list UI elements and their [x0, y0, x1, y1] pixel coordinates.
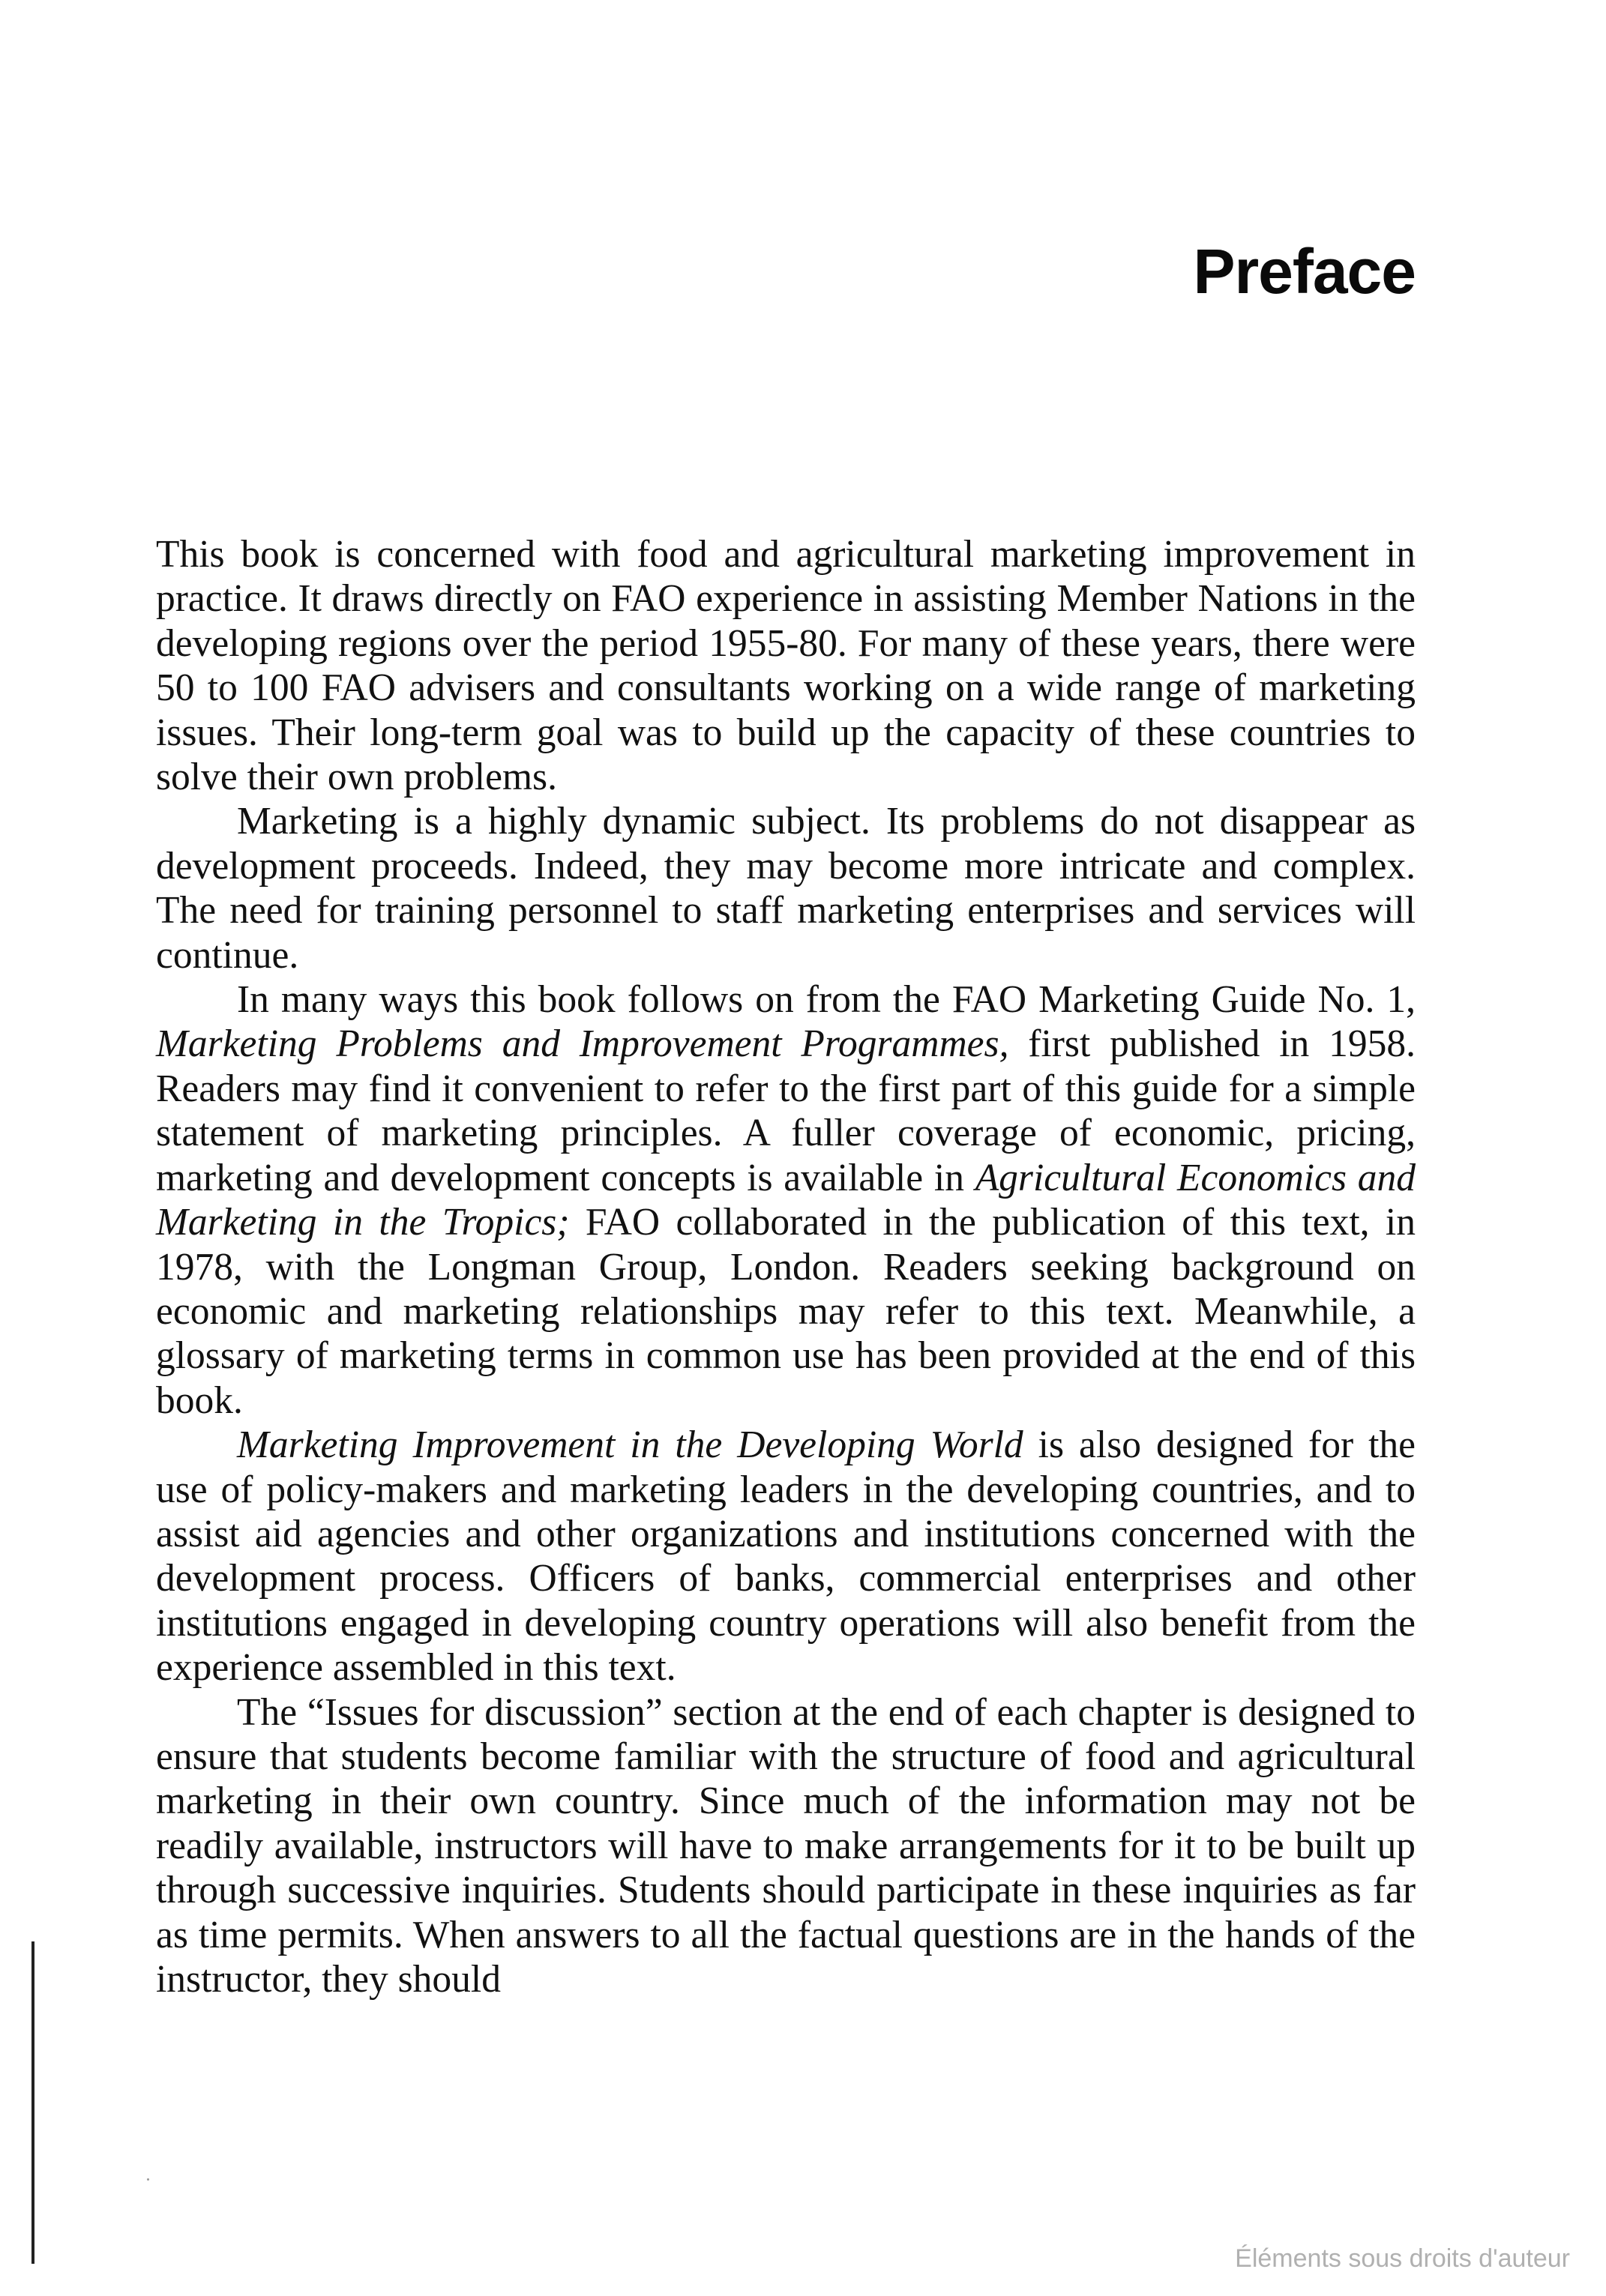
italic-title-text: Marketing Improvement in the Developing World: [237, 1423, 1023, 1467]
italic-title-text: Marketing Problems and Improvement Programmes,: [156, 1022, 1009, 1066]
paragraph-text: This book is concerned with food and agricultural marketing improvement in practice. It draws directly on FAO experience in assisting Member Nations in the developing regions over the period 1955-80. For many of these years, there were 50 to 100 FAO advisers and consultants working on a wide range of marketing issues. Their long-term goal was to build up the capacity of these countries to solve their own problems.: [156, 533, 1416, 799]
paragraph: [156, 532, 1416, 799]
paragraph-text: In many ways this book follows on from the FAO Marketing Guide No. 1,: [237, 978, 1416, 1022]
italic-title-text: Agricultural Economics and Marketing in the Tropics;: [156, 1156, 1416, 1244]
paragraph-text: is also designed for the use of policy-makers and marketing leaders in the developing countries, and to assist aid agencies and other organizations and institutions concerned with the development process. Officers of banks, commercial enterprises and other institutions engaged in developing country operations will also benefit from the experience assembled in this text.: [156, 1423, 1416, 1690]
paragraph: [156, 977, 1416, 1423]
paragraph-text: The “Issues for discussion” section at the end of each chapter is designed to ensure that students become familiar with the structure of food and agricultural marketing in their own country. Since much of the information may not be readily available, instructors will have to make arrangements for it to be built up through successive inquiries. Students should participate in these inquiries as far as time permits. When answers to all the factual questions are in the hands of the instructor, they should: [156, 1690, 1416, 2001]
copyright-watermark: Éléments sous droits d'auteur: [1235, 2244, 1570, 2273]
preface-body: [156, 532, 1416, 2001]
paragraph: [156, 1690, 1416, 2002]
paragraph-text: first published in 1958. Readers may find it convenient to refer to the first part of this guide for a simple statement of marketing principles. A fuller coverage of economic, pricing, marketing and development concepts is available in: [156, 1022, 1416, 1199]
page-title: Preface: [1193, 236, 1416, 307]
paragraph-text: Marketing is a highly dynamic subject. Its problems do not disappear as development proceeds. Indeed, they may become more intricate and complex. The need for training personnel to staff marketing enterprises and services will continue.: [156, 800, 1416, 977]
paragraph-text: FAO collaborated in the publication of this text, in 1978, with the Longman Group, London. Readers seeking background on economic and marketing relationships may refer to this text. Meanwhile, a glossary of marketing terms in common use has been provided at the end of this book.: [156, 1201, 1416, 1422]
paragraph: [156, 799, 1416, 977]
paragraph: [156, 1423, 1416, 1690]
margin-rule: [31, 1941, 34, 2264]
scan-speck: [147, 2178, 149, 2181]
